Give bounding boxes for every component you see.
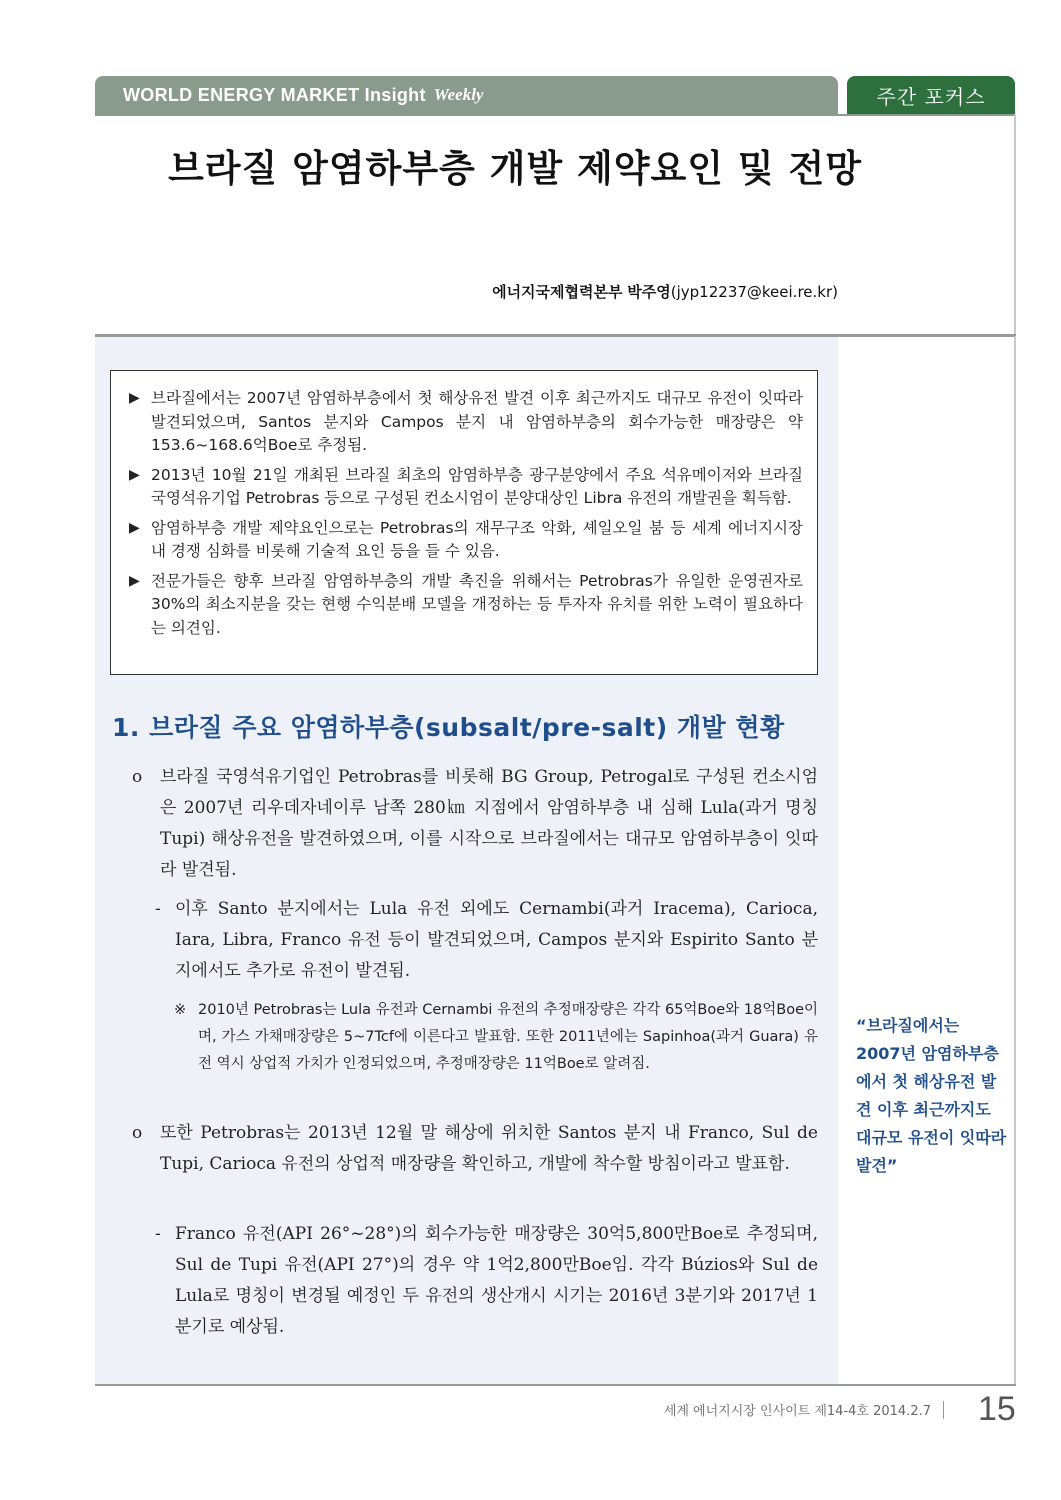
summary-item: ▶ 브라질에서는 2007년 암염하부층에서 첫 해상유전 발견 이후 최근까지도 대규모 유전이 잇따라 발견되었으며, Santos 분지와 Campos 분지 내 암염하부층의 회수가능한 매장량은 약 153.6~168.6억Boe로 추정됨.: [129, 387, 803, 458]
publication-brand: WORLD ENERGY MARKET Insight: [123, 84, 426, 105]
paragraph-1: o 브라질 국영석유기업인 Petrobras를 비롯해 BG Group, Petrogal로 구성된 컨소시엄은 2007년 리우데자네이루 남쪽 280㎞ 지점에서 암염하부층 내 심해 Lula(과거 명칭 Tupi) 해상유전을 발견하였으며, 이를 시작으로 브라질에서는 대규모 암염하부층이 잇따라 발견됨.: [132, 762, 818, 886]
section-tag: 주간 포커스: [847, 76, 1015, 114]
footer: [664, 1400, 956, 1419]
author-email: (jyp12237@keei.re.kr): [670, 283, 838, 301]
triangle-bullet-icon: ▶: [129, 390, 140, 406]
subparagraph-2: - Franco 유전(API 26°~28°)의 회수가능한 매장량은 30억5,800만Boe로 추정되며, Sul de Tupi 유전(API 27°)의 경우 약 1억2,800만Boe임. 각각 Búzios와 Sul de Lula로 명칭이 변경될 예정인 두 유전의 생산개시 시기는 2016년 3분기와 2017년 1분기로 예상됨.: [155, 1219, 818, 1343]
footer-publication: 세계 에너지시장 인사이트 제14-4호 2014.2.7: [663, 1404, 931, 1419]
author-name: 박주영: [627, 283, 671, 301]
note-1: ※ 2010년 Petrobras는 Lula 유전과 Cernambi 유전의 추정매장량은 각각 65억Boe와 18억Boe이며, 가스 가채매장량은 5~7Tcf에 이른다고 발표함. 또한 2011년에는 Sapinhoa(과거 Guara) 유전 역시 상업적 가치가 인정되었으며, 추정매장량은 11억Boe로 알려짐.: [174, 997, 818, 1078]
page-title: 브라질 암염하부층 개발 제약요인 및 전망: [167, 147, 863, 190]
paragraph-2: o 또한 Petrobras는 2013년 12월 말 해상에 위치한 Santos 분지 내 Franco, Sul de Tupi, Carioca 유전의 상업적 매장량을 확인하고, 개발에 착수할 방침이라고 발표함.: [132, 1118, 818, 1180]
right-rule-top: [1014, 114, 1016, 336]
footer-separator: [943, 1401, 944, 1419]
triangle-bullet-icon: ▶: [129, 519, 140, 536]
author-dept: 에너지국제협력본부: [492, 283, 623, 301]
subparagraph-1: - 이후 Santo 분지에서는 Lula 유전 외에도 Cernambi(과거 Iracema), Carioca, Iara, Libra, Franco 유전 등이 발견되었으며, Campos 분지와 Espirito Santo 분지에서도 추가로 유전이 발견됨.: [155, 894, 818, 987]
page-number: 15: [978, 1390, 1016, 1428]
summary-item: ▶ 2013년 10월 21일 개최된 브라질 최초의 암염하부층 광구분양에서 주요 석유메이저와 브라질 국영석유기업 Petrobras 등으로 구성된 컨소시엄이 분양대상인 Libra 유전의 개발권을 획득함.: [129, 464, 803, 511]
section-heading: 1. 브라질 주요 암염하부층(subsalt/pre-salt) 개발 현황: [112, 713, 785, 742]
summary-item: ▶ 전문가들은 향후 브라질 암염하부층의 개발 촉진을 위해서는 Petrobras가 유일한 운영권자로 30%의 최소지분을 갖는 현행 수익분배 모델을 개정하는 등 투자자 유치를 위한 노력이 필요하다는 의견임.: [129, 570, 803, 641]
summary-box: [110, 370, 818, 675]
dash-bullet: -: [155, 1224, 161, 1244]
circle-bullet: o: [132, 767, 143, 787]
reference-mark: ※: [174, 1002, 187, 1018]
side-column: [840, 337, 1014, 1385]
circle-bullet: o: [132, 1123, 143, 1143]
author-line: [492, 281, 838, 302]
bottom-divider: [95, 1384, 1016, 1386]
triangle-bullet-icon: ▶: [129, 466, 140, 483]
header-banner: [95, 76, 838, 114]
right-rule: [1014, 336, 1016, 1386]
summary-item: ▶ 암염하부층 개발 제약요인으로는 Petrobras의 재무구조 악화, 셰일오일 붐 등 세계 에너지시장 내 경쟁 심화를 비롯해 기술적 요인 등을 들 수 있음.: [129, 517, 803, 564]
dash-bullet: -: [155, 899, 161, 919]
publication-weekly: Weekly: [433, 85, 484, 104]
pull-quote: “브라질에서는 2007년 암염하부층에서 첫 해상유전 발견 이후 최근까지도 대규모 유전이 잇따라 발견”: [856, 1016, 1007, 1175]
header-rule: [95, 114, 1015, 116]
triangle-bullet-icon: ▶: [129, 572, 140, 589]
